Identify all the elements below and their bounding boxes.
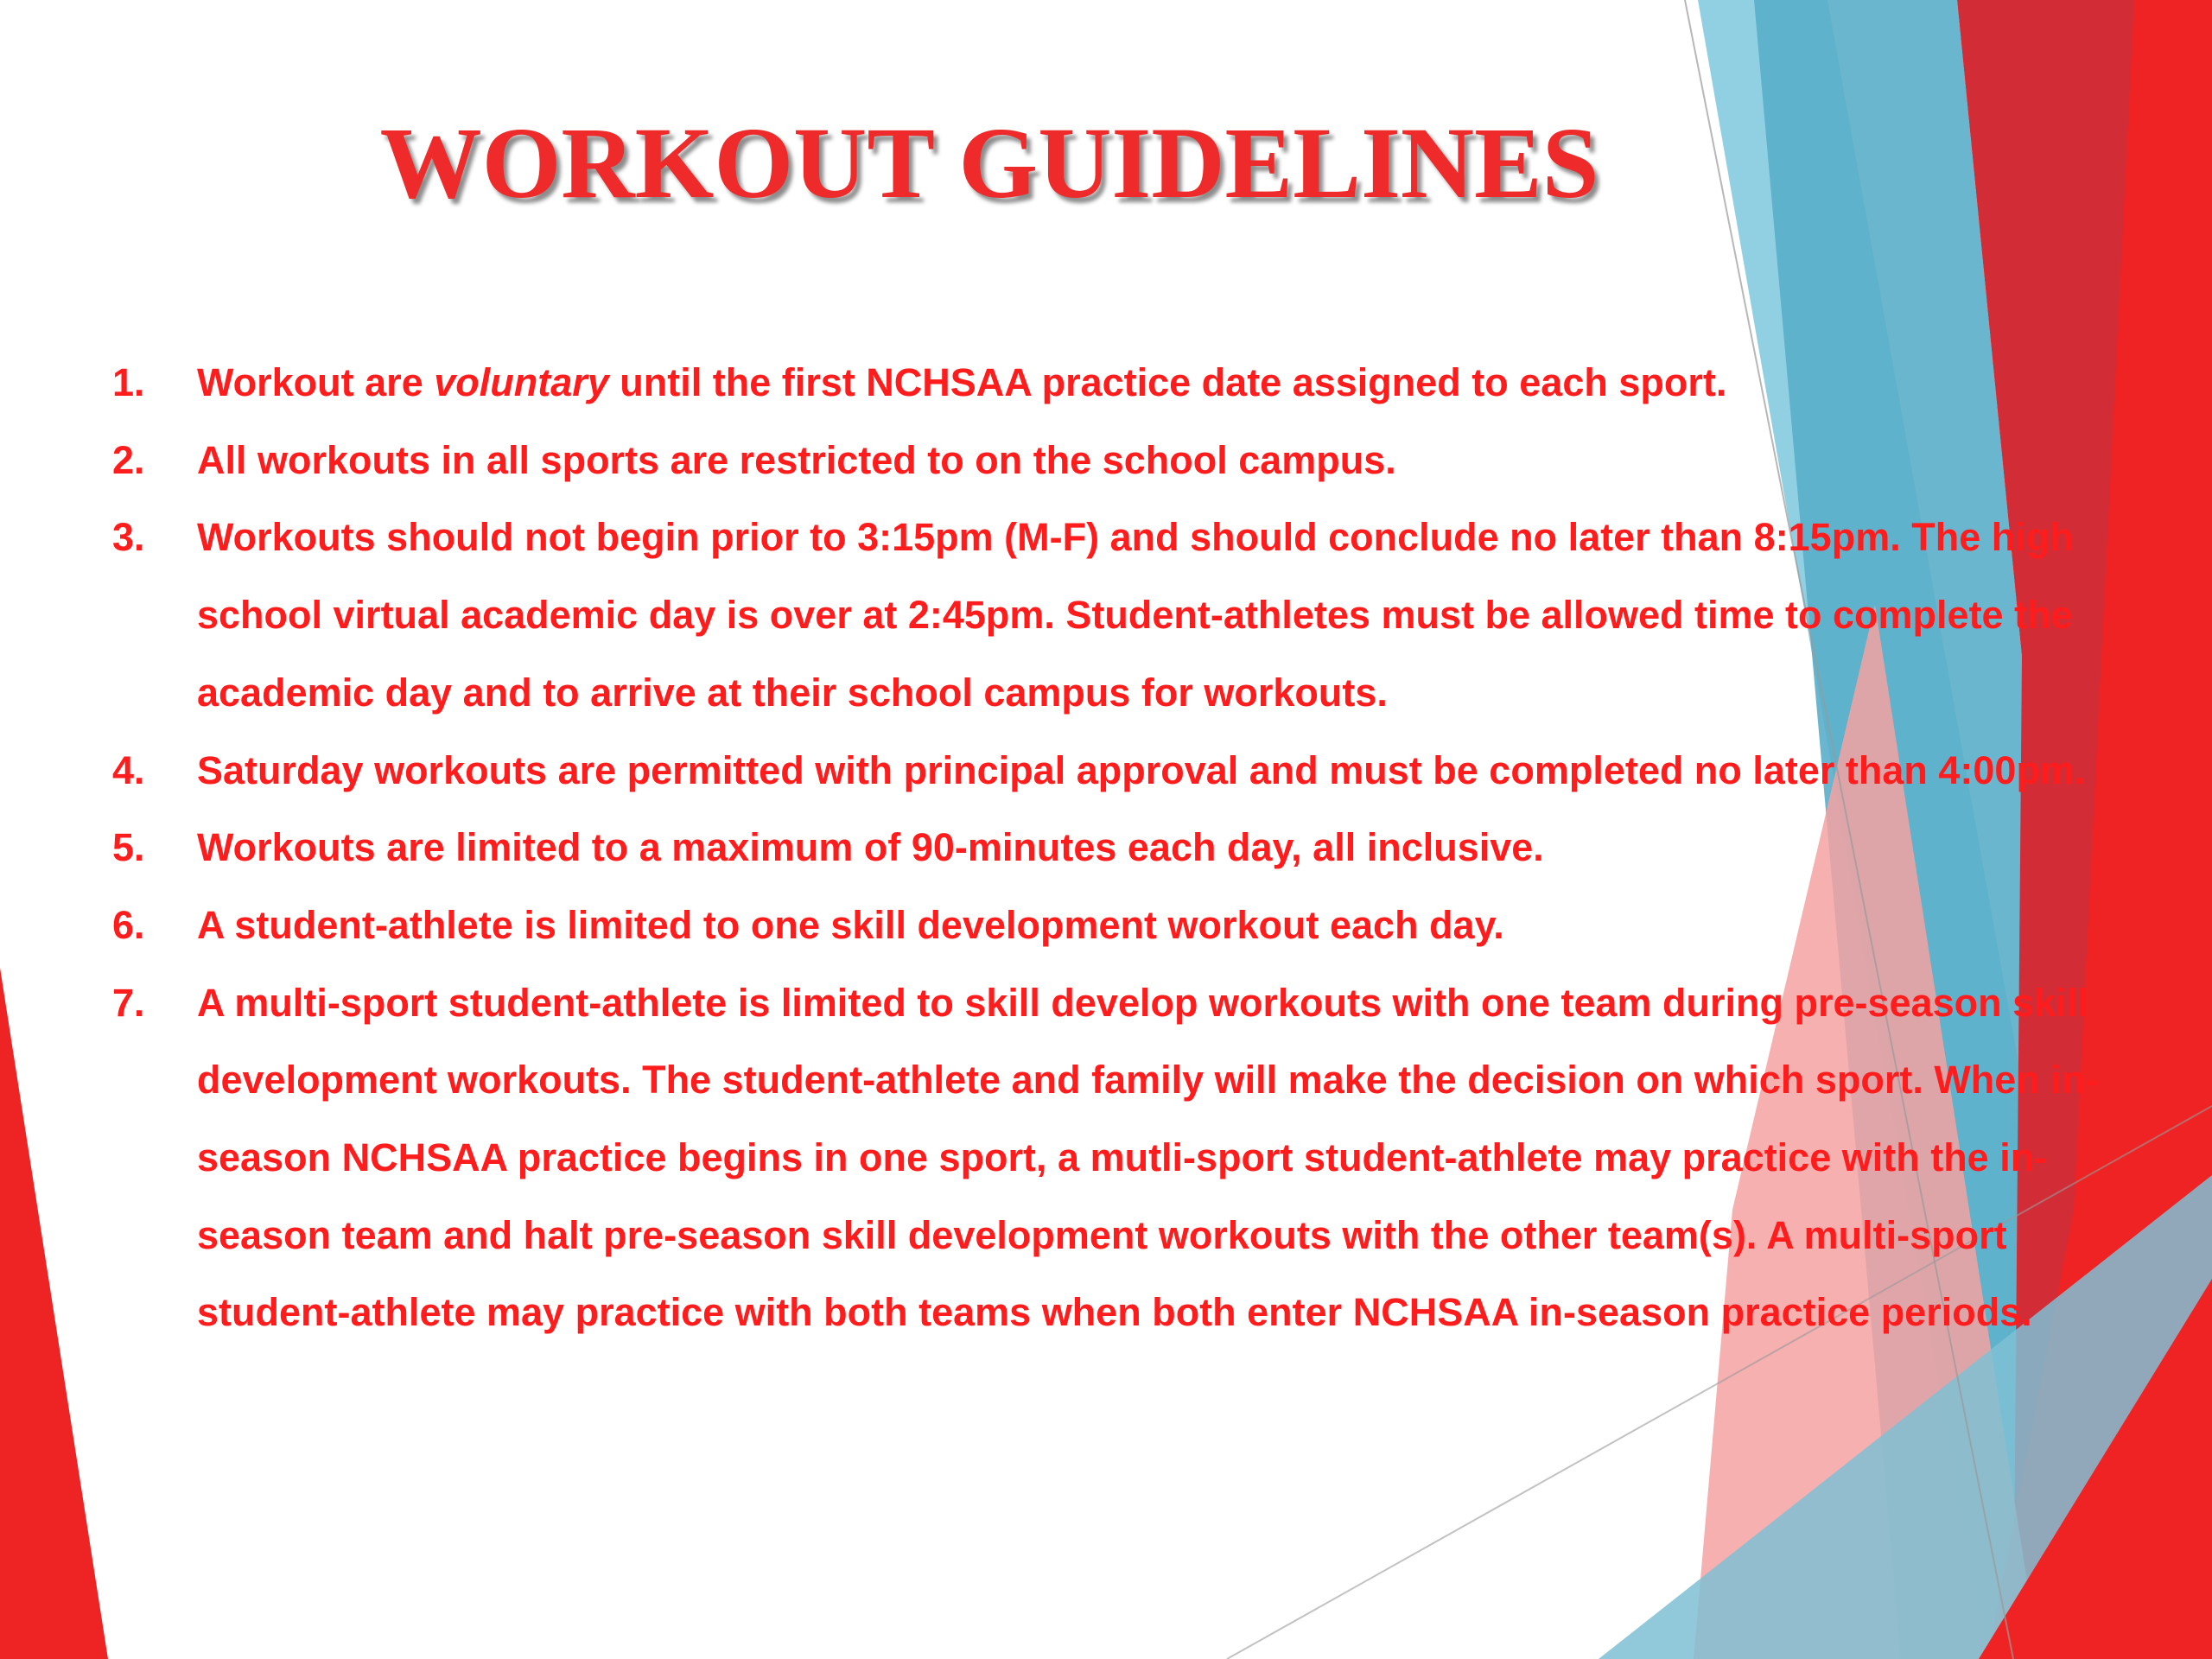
item-number: 1. <box>112 360 145 404</box>
list-item <box>112 422 2134 499</box>
item-number: 6. <box>112 902 145 947</box>
emphasis-text: voluntary <box>434 360 609 404</box>
list-item <box>112 344 2134 422</box>
list-item <box>112 964 2134 1352</box>
item-number: 7. <box>112 980 145 1025</box>
item-text: A multi-sport student-athlete is limited to skill develop workouts with one team during pre-season skill development workouts. The student-athlete and family will make the decision on which sport. When in-season NCHSAA practice begins in one sport, a mutli-sport student-athlete may practice with the in-season team and halt pre-season skill development workouts with the other team(s). A multi-sport student-athlete may practice with both teams when both enter NCHSAA in-season practice periods. <box>197 980 2099 1335</box>
list-item <box>112 887 2134 964</box>
list-item <box>112 809 2134 887</box>
list-item <box>112 499 2134 731</box>
item-text: A student-athlete is limited to one skill development workout each day. <box>197 902 1504 947</box>
item-number: 5. <box>112 825 145 870</box>
guidelines-list <box>112 344 2134 1351</box>
item-number: 2. <box>112 437 145 482</box>
item-number: 4. <box>112 747 145 792</box>
list-item <box>112 732 2134 810</box>
item-text: Workout are voluntary until the first NCHSAA practice date assigned to each sport. <box>197 360 1727 404</box>
item-text: Workouts are limited to a maximum of 90-minutes each day, all inclusive. <box>197 825 1544 870</box>
item-number: 3. <box>112 515 145 560</box>
item-text: Workouts should not begin prior to 3:15pm (M-F) and should conclude no later than 8:15pm. The high school virtual academic day is over at 2:45pm. Student-athletes must be allowed time to complete the academic day and to arrive at their school campus for workouts. <box>197 515 2074 715</box>
page-title: WORKOUT GUIDELINES <box>379 106 1599 219</box>
item-text: Saturday workouts are permitted with principal approval and must be completed no later than 4:00pm. <box>197 747 2086 792</box>
item-text: All workouts in all sports are restricted to on the school campus. <box>197 437 1396 482</box>
left-red-triangle <box>0 968 108 1659</box>
